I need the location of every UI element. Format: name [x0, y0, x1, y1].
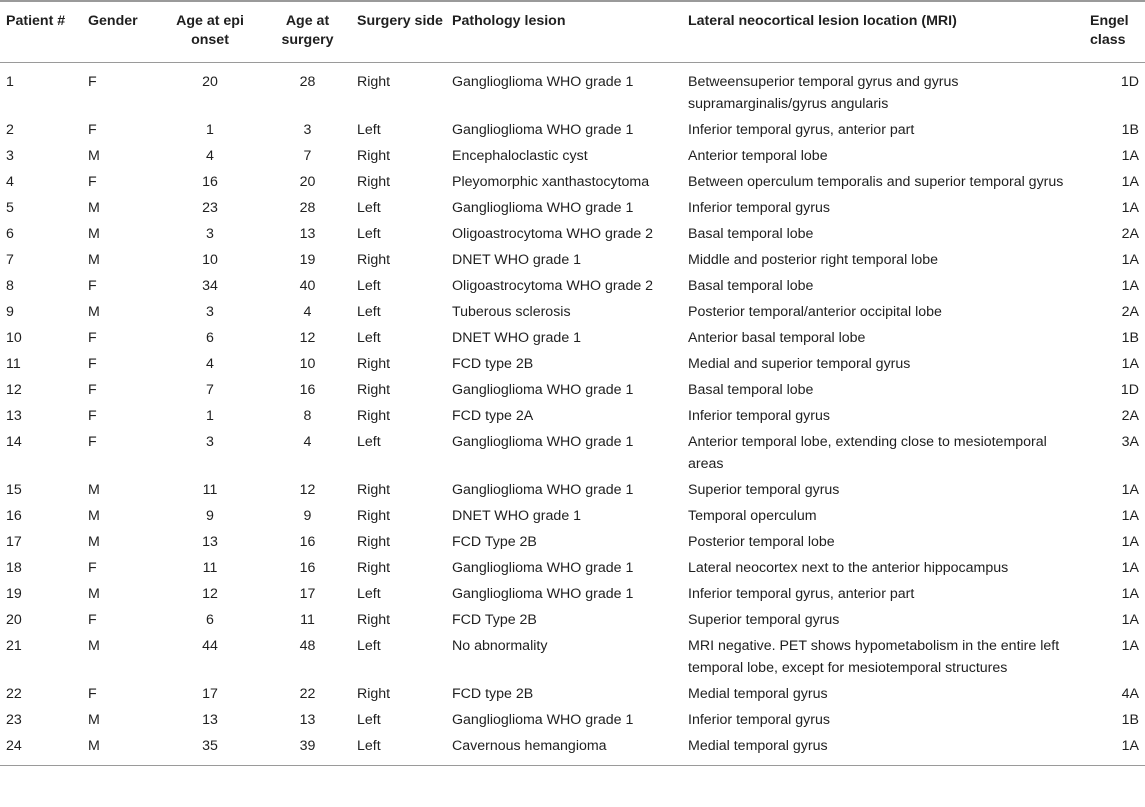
cell-age-onset: 6 — [206, 330, 214, 346]
cell-gender: F — [88, 612, 97, 628]
cell-age-onset: 9 — [206, 508, 214, 524]
cell-lesion-location: Betweensuperior temporal gyrus and gyrus supramarginalis/gyrus angularis — [688, 74, 959, 112]
cell-lesion-location: Between operculum temporalis and superior temporal gyrus — [688, 174, 1064, 190]
cell-patient: 4 — [6, 174, 14, 190]
cell-patient: 23 — [6, 712, 22, 728]
cell-patient: 18 — [6, 560, 22, 576]
cell-patient: 10 — [6, 330, 22, 346]
cell-gender: F — [88, 560, 97, 576]
cell-pathology: Ganglioglioma WHO grade 1 — [452, 482, 634, 498]
cell-lesion-location: Medial temporal gyrus — [688, 686, 828, 702]
table-row — [0, 529, 1145, 555]
cell-patient: 16 — [6, 508, 22, 524]
cell-age-surgery: 11 — [300, 612, 315, 628]
cell-pathology: DNET WHO grade 1 — [452, 508, 582, 524]
cell-engel-class: 1A — [1121, 560, 1139, 576]
table-row — [0, 195, 1145, 221]
cell-patient: 22 — [6, 686, 22, 702]
cell-engel-class: 1A — [1121, 148, 1139, 164]
cell-age-surgery: 4 — [303, 304, 312, 320]
table-row — [0, 403, 1145, 429]
cell-lesion-location: Middle and posterior right temporal lobe — [688, 252, 938, 268]
cell-engel-class: 1A — [1121, 612, 1139, 628]
cell-surgery-side: Left — [357, 586, 381, 602]
cell-engel-class: 1B — [1121, 122, 1139, 138]
cell-gender: F — [88, 174, 97, 190]
cell-age-surgery: 9 — [303, 508, 312, 524]
cell-surgery-side: Left — [357, 278, 381, 294]
cell-age-surgery: 3 — [303, 122, 312, 138]
cell-surgery-side: Right — [357, 148, 391, 164]
cell-patient: 6 — [6, 226, 14, 242]
cell-age-onset: 12 — [202, 586, 218, 602]
cell-age-onset: 34 — [202, 278, 218, 294]
cell-age-surgery: 40 — [299, 278, 316, 294]
cell-surgery-side: Right — [357, 482, 391, 498]
table-row — [0, 633, 1145, 681]
cell-surgery-side: Right — [357, 612, 391, 628]
table-row — [0, 503, 1145, 529]
cell-pathology: FCD type 2B — [452, 356, 534, 372]
cell-age-onset: 16 — [202, 174, 218, 190]
cell-age-surgery: 28 — [299, 200, 316, 216]
header-row — [0, 1, 1145, 63]
header-pathology: Pathology lesion — [448, 1, 684, 63]
cell-gender: M — [88, 226, 100, 242]
cell-pathology: Cavernous hemangioma — [448, 733, 684, 766]
cell-age-surgery: 13 — [299, 226, 316, 242]
cell-engel-class: 1A — [1121, 356, 1139, 372]
cell-patient: 2 — [6, 122, 14, 138]
cell-surgery-side: Left — [357, 200, 381, 216]
table-row — [0, 351, 1145, 377]
header-age-surgery: Age at surgery — [262, 1, 353, 63]
cell-surgery-side: Right — [357, 252, 391, 268]
cell-gender: M — [88, 534, 100, 550]
cell-age-onset: 7 — [206, 382, 214, 398]
cell-lesion-location: Lateral neocortex next to the anterior hippocampus — [688, 560, 1009, 576]
cell-age-onset: 13 — [202, 534, 218, 550]
cell-age-onset: 11 — [202, 560, 218, 576]
cell-lesion-location: Posterior temporal lobe — [688, 534, 835, 550]
cell-pathology: Ganglioglioma WHO grade 1 — [452, 712, 634, 728]
cell-surgery-side: Right — [357, 356, 391, 372]
cell-lesion-location: Anterior temporal lobe — [688, 148, 828, 164]
cell-surgery-side: Right — [357, 174, 391, 190]
cell-pathology: FCD type 2A — [452, 408, 534, 424]
table-row — [0, 169, 1145, 195]
header-patient: Patient # — [0, 1, 84, 63]
cell-surgery-side: Left — [357, 226, 381, 242]
table-row — [0, 247, 1145, 273]
cell-lesion-location: Inferior temporal gyrus, anterior part — [688, 122, 915, 138]
cell-engel-class: 1D — [1120, 74, 1139, 90]
cell-engel-class: 1A — [1121, 200, 1139, 216]
header-engel-class: Engel class — [1086, 1, 1145, 63]
cell-surgery-side: Left — [357, 122, 381, 138]
cell-engel-class: 1D — [1120, 382, 1139, 398]
cell-surgery-side: Right — [357, 408, 391, 424]
cell-gender: M — [84, 733, 158, 766]
cell-pathology: Ganglioglioma WHO grade 1 — [452, 200, 634, 216]
table-row — [0, 377, 1145, 403]
cell-lesion-location: Medial and superior temporal gyrus — [688, 356, 911, 372]
cell-engel-class: 2A — [1121, 226, 1139, 242]
cell-engel-class: 1A — [1121, 508, 1139, 524]
cell-pathology: FCD Type 2B — [452, 612, 537, 628]
cell-engel-class: 1B — [1121, 330, 1139, 346]
cell-engel-class: 1A — [1121, 482, 1139, 498]
cell-age-onset: 4 — [206, 356, 214, 372]
cell-age-onset: 1 — [206, 408, 214, 424]
cell-lesion-location: Superior temporal gyrus — [688, 482, 840, 498]
cell-engel-class: 4A — [1121, 686, 1139, 702]
table-row — [0, 117, 1145, 143]
cell-age-surgery: 22 — [299, 686, 316, 702]
cell-age-surgery: 4 — [303, 434, 312, 450]
cell-gender: F — [88, 434, 97, 450]
cell-gender: M — [88, 200, 100, 216]
table-row — [0, 63, 1145, 118]
cell-pathology: Ganglioglioma WHO grade 1 — [452, 122, 634, 138]
cell-surgery-side: Right — [357, 560, 391, 576]
cell-age-surgery: 10 — [299, 356, 316, 372]
header-surgery-side: Surgery side — [353, 1, 448, 63]
cell-patient: 9 — [6, 304, 14, 320]
cell-engel-class: 1A — [1121, 174, 1139, 190]
cell-patient: 12 — [6, 382, 22, 398]
cell-age-onset: 1 — [206, 122, 214, 138]
cell-age-surgery: 7 — [303, 148, 312, 164]
cell-pathology: No abnormality — [452, 638, 548, 654]
cell-age-onset: 4 — [206, 148, 214, 164]
cell-age-surgery: 17 — [299, 586, 316, 602]
cell-lesion-location: MRI negative. PET shows hypometabolism in the entire left temporal lobe, except for mesiotemporal structures — [688, 638, 1060, 676]
cell-age-surgery: 19 — [299, 252, 316, 268]
cell-engel-class: 2A — [1121, 304, 1139, 320]
cell-gender: M — [88, 638, 100, 654]
cell-age-surgery: 39 — [262, 733, 353, 766]
table-row — [0, 221, 1145, 247]
cell-patient: 3 — [6, 148, 14, 164]
cell-surgery-side: Left — [357, 330, 381, 346]
cell-age-surgery: 28 — [299, 74, 316, 90]
cell-pathology: FCD Type 2B — [452, 534, 537, 550]
cell-lesion-location: Medial temporal gyrus — [684, 733, 1086, 766]
cell-surgery-side: Left — [353, 733, 448, 766]
cell-lesion-location: Anterior basal temporal lobe — [688, 330, 866, 346]
cell-lesion-location: Posterior temporal/anterior occipital lobe — [688, 304, 942, 320]
table-body — [0, 63, 1145, 766]
cell-lesion-location: Anterior temporal lobe, extending close to mesiotemporal areas — [688, 434, 1047, 472]
cell-lesion-location: Inferior temporal gyrus — [688, 200, 830, 216]
cell-pathology: FCD type 2B — [452, 686, 534, 702]
cell-engel-class: 1A — [1121, 586, 1139, 602]
cell-surgery-side: Left — [357, 638, 381, 654]
cell-lesion-location: Inferior temporal gyrus, anterior part — [688, 586, 915, 602]
cell-age-surgery: 12 — [299, 330, 316, 346]
cell-patient: 7 — [6, 252, 14, 268]
cell-age-surgery: 16 — [299, 382, 316, 398]
cell-surgery-side: Right — [357, 534, 391, 550]
cell-lesion-location: Superior temporal gyrus — [688, 612, 840, 628]
cell-age-surgery: 16 — [299, 560, 316, 576]
cell-patient: 1 — [6, 74, 14, 90]
cell-age-onset: 23 — [202, 200, 218, 216]
header-age-onset: Age at epi onset — [158, 1, 262, 63]
cell-age-surgery: 48 — [299, 638, 316, 654]
cell-patient: 17 — [6, 534, 22, 550]
table-row — [0, 429, 1145, 477]
cell-age-onset: 3 — [206, 304, 214, 320]
cell-surgery-side: Right — [357, 508, 391, 524]
cell-gender: F — [88, 356, 97, 372]
cell-gender: F — [88, 330, 97, 346]
header-lesion-location: Lateral neocortical lesion location (MRI) — [684, 1, 1086, 63]
cell-age-onset: 11 — [202, 482, 218, 498]
cell-gender: F — [88, 74, 97, 90]
cell-lesion-location: Inferior temporal gyrus — [688, 408, 830, 424]
cell-pathology: Oligoastrocytoma WHO grade 2 — [452, 278, 654, 294]
cell-gender: M — [88, 586, 100, 602]
cell-engel-class: 3A — [1121, 434, 1139, 450]
cell-gender: F — [88, 686, 97, 702]
cell-pathology: Pleyomorphic xanthastocytoma — [452, 174, 650, 190]
table-header — [0, 1, 1145, 63]
cell-patient: 15 — [6, 482, 22, 498]
table-row — [0, 273, 1145, 299]
cell-age-onset: 3 — [206, 434, 214, 450]
cell-patient: 13 — [6, 408, 22, 424]
cell-pathology: Ganglioglioma WHO grade 1 — [452, 586, 634, 602]
cell-gender: M — [88, 148, 100, 164]
cell-gender: M — [88, 482, 100, 498]
cell-age-onset: 35 — [158, 733, 262, 766]
cell-engel-class: 2A — [1121, 408, 1139, 424]
cell-pathology: Encephaloclastic cyst — [452, 148, 588, 164]
cell-pathology: Ganglioglioma WHO grade 1 — [452, 382, 634, 398]
cell-age-onset: 13 — [202, 712, 218, 728]
table-row — [0, 681, 1145, 707]
cell-engel-class: 1A — [1121, 638, 1139, 654]
table-row — [0, 299, 1145, 325]
cell-age-onset: 17 — [202, 686, 218, 702]
cell-lesion-location: Temporal operculum — [688, 508, 817, 524]
cell-surgery-side: Left — [357, 304, 381, 320]
cell-pathology: Ganglioglioma WHO grade 1 — [452, 74, 634, 90]
cell-surgery-side: Left — [357, 712, 381, 728]
cell-patient: 5 — [6, 200, 14, 216]
cell-age-onset: 44 — [202, 638, 218, 654]
cell-gender: M — [88, 508, 100, 524]
cell-lesion-location: Basal temporal lobe — [688, 382, 814, 398]
cell-age-surgery: 20 — [299, 174, 316, 190]
cell-patient: 8 — [6, 278, 14, 294]
cell-pathology: Ganglioglioma WHO grade 1 — [452, 434, 634, 450]
table-row — [0, 477, 1145, 503]
cell-engel-class: 1B — [1121, 712, 1139, 728]
table-row — [0, 707, 1145, 733]
cell-engel-class: 1A — [1121, 278, 1139, 294]
cell-gender: M — [88, 304, 100, 320]
cell-patient: 20 — [6, 612, 22, 628]
cell-gender: F — [88, 122, 97, 138]
cell-age-surgery: 12 — [299, 482, 316, 498]
cell-age-onset: 3 — [206, 226, 214, 242]
table-row — [0, 607, 1145, 633]
cell-age-onset: 20 — [202, 74, 218, 90]
cell-engel-class: 1A — [1121, 534, 1139, 550]
cell-gender: F — [88, 382, 97, 398]
table-row — [0, 581, 1145, 607]
table-row — [0, 733, 1145, 766]
cell-pathology: Oligoastrocytoma WHO grade 2 — [452, 226, 654, 242]
cell-patient: 11 — [6, 356, 21, 372]
cell-gender: F — [88, 278, 97, 294]
cell-patient: 14 — [6, 434, 22, 450]
cell-lesion-location: Basal temporal lobe — [688, 226, 814, 242]
cell-surgery-side: Left — [357, 434, 381, 450]
cell-patient: 21 — [6, 638, 22, 654]
cell-pathology: Tuberous sclerosis — [452, 304, 571, 320]
table-row — [0, 555, 1145, 581]
cell-gender: M — [88, 712, 100, 728]
cell-age-surgery: 8 — [303, 408, 312, 424]
cell-age-surgery: 13 — [299, 712, 316, 728]
cell-age-onset: 10 — [202, 252, 218, 268]
cell-engel-class: 1A — [1086, 733, 1145, 766]
cell-pathology: DNET WHO grade 1 — [452, 252, 582, 268]
cell-patient: 24 — [0, 733, 84, 766]
cell-surgery-side: Right — [357, 686, 391, 702]
cell-patient: 19 — [6, 586, 22, 602]
cell-gender: F — [88, 408, 97, 424]
cell-gender: M — [88, 252, 100, 268]
cell-pathology: DNET WHO grade 1 — [452, 330, 582, 346]
header-gender: Gender — [84, 1, 158, 63]
cell-age-onset: 6 — [206, 612, 214, 628]
cell-age-surgery: 16 — [299, 534, 316, 550]
cell-lesion-location: Basal temporal lobe — [688, 278, 814, 294]
cell-lesion-location: Inferior temporal gyrus — [688, 712, 830, 728]
table-row — [0, 143, 1145, 169]
table-row — [0, 325, 1145, 351]
cell-surgery-side: Right — [357, 382, 391, 398]
cell-pathology: Ganglioglioma WHO grade 1 — [452, 560, 634, 576]
cell-surgery-side: Right — [357, 74, 391, 90]
cell-engel-class: 1A — [1121, 252, 1139, 268]
